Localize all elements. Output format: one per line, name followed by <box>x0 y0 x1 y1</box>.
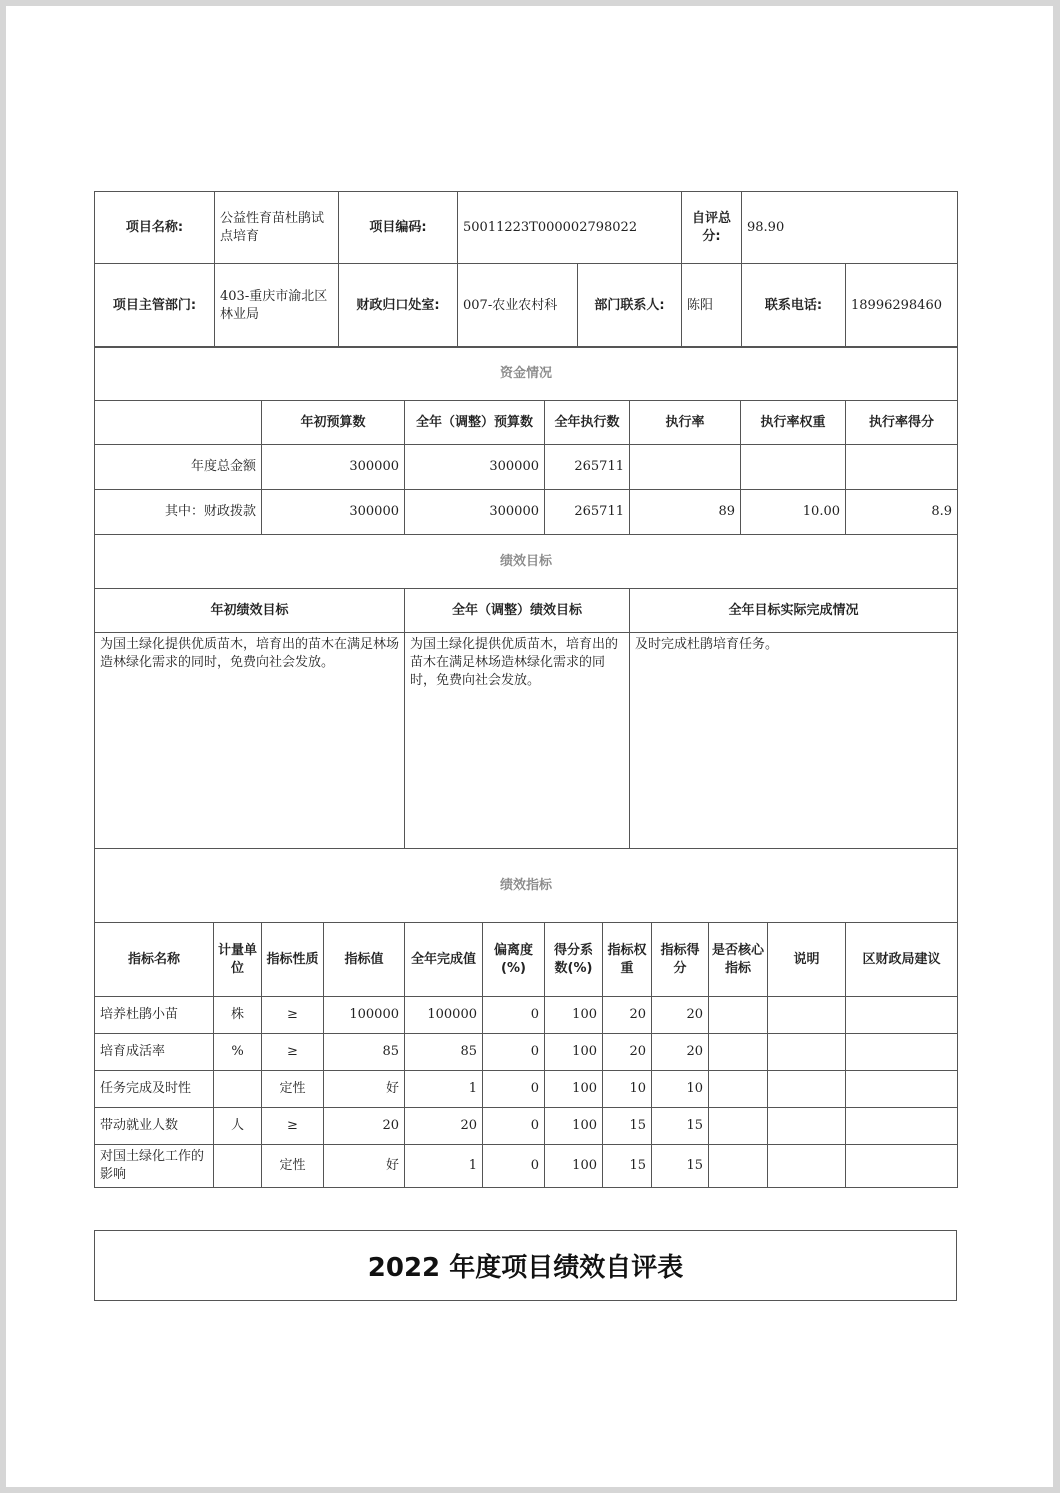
document-title: 2022 年度项目绩效自评表 <box>94 1230 957 1301</box>
ind-core <box>709 1145 768 1188</box>
funds-col-budget: 年初预算数 <box>262 401 405 445</box>
funds-budget: 300000 <box>262 490 405 535</box>
ind-advice <box>846 1145 958 1188</box>
funds-adjusted: 300000 <box>405 490 545 535</box>
ind-note <box>768 1034 846 1071</box>
ind-nature: 定性 <box>262 1071 324 1108</box>
goals-section-title: 绩效目标 <box>95 535 958 589</box>
funds-executed: 265711 <box>545 490 630 535</box>
ind-col-note: 说明 <box>768 923 846 997</box>
ind-coef: 100 <box>545 1108 603 1145</box>
goals-col-adjusted: 全年（调整）绩效目标 <box>405 589 630 633</box>
funds-col-weight: 执行率权重 <box>741 401 846 445</box>
ind-target: 85 <box>324 1034 405 1071</box>
funds-row-label: 其中：财政拨款 <box>95 490 262 535</box>
ind-advice <box>846 1071 958 1108</box>
ind-score: 15 <box>652 1108 709 1145</box>
project-code-label: 项目编码: <box>339 192 458 264</box>
funds-row-fiscal <box>95 490 958 535</box>
ind-col-core: 是否核心指标 <box>709 923 768 997</box>
funds-row-label: 年度总金额 <box>95 445 262 490</box>
ind-deviation: 0 <box>483 1034 545 1071</box>
ind-coef: 100 <box>545 1034 603 1071</box>
ind-unit <box>214 1145 262 1188</box>
ind-actual: 20 <box>405 1108 483 1145</box>
ind-score: 15 <box>652 1145 709 1188</box>
ind-unit: % <box>214 1034 262 1071</box>
ind-target: 好 <box>324 1071 405 1108</box>
ind-target: 20 <box>324 1108 405 1145</box>
funds-score: 8.9 <box>846 490 958 535</box>
finance-office-value: 007-农业农村科 <box>458 264 578 348</box>
ind-actual: 1 <box>405 1071 483 1108</box>
indicator-row <box>95 1071 958 1108</box>
ind-actual: 100000 <box>405 997 483 1034</box>
ind-col-advice: 区财政局建议 <box>846 923 958 997</box>
indicators-table <box>94 848 958 1188</box>
goals-table <box>94 534 958 849</box>
ind-weight: 15 <box>603 1145 652 1188</box>
project-name-label: 项目名称: <box>95 192 215 264</box>
ind-col-weight: 指标权重 <box>603 923 652 997</box>
ind-nature: ≥ <box>262 997 324 1034</box>
ind-deviation: 0 <box>483 1145 545 1188</box>
ind-deviation: 0 <box>483 1108 545 1145</box>
ind-unit <box>214 1071 262 1108</box>
contact-value: 陈阳 <box>682 264 742 348</box>
indicator-row <box>95 997 958 1034</box>
ind-col-nature: 指标性质 <box>262 923 324 997</box>
ind-col-actual: 全年完成值 <box>405 923 483 997</box>
funds-col-score: 执行率得分 <box>846 401 958 445</box>
ind-note <box>768 1145 846 1188</box>
ind-deviation: 0 <box>483 1071 545 1108</box>
funds-weight: 10.00 <box>741 490 846 535</box>
ind-weight: 15 <box>603 1108 652 1145</box>
ind-core <box>709 997 768 1034</box>
indicators-section-title: 绩效指标 <box>95 849 958 923</box>
ind-score: 20 <box>652 997 709 1034</box>
department-label: 项目主管部门: <box>95 264 215 348</box>
ind-advice <box>846 1034 958 1071</box>
goals-col-initial: 年初绩效目标 <box>95 589 405 633</box>
project-info-table <box>94 191 958 348</box>
goal-adjusted-text: 为国土绿化提供优质苗木，培育出的苗木在满足林场造林绿化需求的同时，免费向社会发放。 <box>405 633 630 849</box>
funds-executed: 265711 <box>545 445 630 490</box>
ind-col-score: 指标得分 <box>652 923 709 997</box>
funds-col-executed: 全年执行数 <box>545 401 630 445</box>
funds-rate <box>630 445 741 490</box>
ind-col-target: 指标值 <box>324 923 405 997</box>
project-code-value: 50011223T000002798022 <box>458 192 682 264</box>
ind-actual: 85 <box>405 1034 483 1071</box>
phone-value: 18996298460 <box>846 264 958 348</box>
indicator-row <box>95 1145 958 1188</box>
ind-actual: 1 <box>405 1145 483 1188</box>
funds-row-total <box>95 445 958 490</box>
indicator-row <box>95 1034 958 1071</box>
ind-deviation: 0 <box>483 997 545 1034</box>
indicator-row <box>95 1108 958 1145</box>
finance-office-label: 财政归口处室: <box>339 264 458 348</box>
ind-col-coef: 得分系数(%) <box>545 923 603 997</box>
goal-actual-text: 及时完成杜鹃培育任务。 <box>630 633 958 849</box>
ind-name: 任务完成及时性 <box>95 1071 214 1108</box>
ind-weight: 10 <box>603 1071 652 1108</box>
funds-rate: 89 <box>630 490 741 535</box>
funds-col-rate: 执行率 <box>630 401 741 445</box>
ind-target: 好 <box>324 1145 405 1188</box>
ind-core <box>709 1108 768 1145</box>
contact-label: 部门联系人: <box>578 264 682 348</box>
ind-coef: 100 <box>545 1071 603 1108</box>
ind-col-unit: 计量单位 <box>214 923 262 997</box>
ind-name: 培养杜鹃小苗 <box>95 997 214 1034</box>
ind-score: 20 <box>652 1034 709 1071</box>
ind-note <box>768 997 846 1034</box>
department-value: 403-重庆市渝北区林业局 <box>215 264 339 348</box>
ind-name: 培育成活率 <box>95 1034 214 1071</box>
ind-name: 对国土绿化工作的影响 <box>95 1145 214 1188</box>
ind-coef: 100 <box>545 1145 603 1188</box>
total-score-label: 自评总分: <box>682 192 742 264</box>
phone-label: 联系电话: <box>742 264 846 348</box>
funds-score <box>846 445 958 490</box>
project-name-value: 公益性育苗杜鹃试点培育 <box>215 192 339 264</box>
ind-weight: 20 <box>603 1034 652 1071</box>
funds-header-blank <box>95 401 262 445</box>
funds-weight <box>741 445 846 490</box>
ind-nature: ≥ <box>262 1034 324 1071</box>
ind-coef: 100 <box>545 997 603 1034</box>
ind-core <box>709 1071 768 1108</box>
ind-unit: 人 <box>214 1108 262 1145</box>
goal-initial-text: 为国土绿化提供优质苗木，培育出的苗木在满足林场造林绿化需求的同时，免费向社会发放。 <box>95 633 405 849</box>
funds-adjusted: 300000 <box>405 445 545 490</box>
funds-section-title: 资金情况 <box>95 347 958 401</box>
ind-nature: 定性 <box>262 1145 324 1188</box>
ind-col-deviation: 偏离度(%) <box>483 923 545 997</box>
total-score-value: 98.90 <box>742 192 958 264</box>
funds-table <box>94 346 958 535</box>
funds-budget: 300000 <box>262 445 405 490</box>
ind-col-name: 指标名称 <box>95 923 214 997</box>
document-page <box>6 6 1053 1487</box>
ind-note <box>768 1108 846 1145</box>
ind-name: 带动就业人数 <box>95 1108 214 1145</box>
ind-weight: 20 <box>603 997 652 1034</box>
ind-nature: ≥ <box>262 1108 324 1145</box>
ind-advice <box>846 997 958 1034</box>
ind-target: 100000 <box>324 997 405 1034</box>
goals-col-actual: 全年目标实际完成情况 <box>630 589 958 633</box>
ind-score: 10 <box>652 1071 709 1108</box>
ind-note <box>768 1071 846 1108</box>
ind-advice <box>846 1108 958 1145</box>
funds-col-adjusted: 全年（调整）预算数 <box>405 401 545 445</box>
ind-core <box>709 1034 768 1071</box>
ind-unit: 株 <box>214 997 262 1034</box>
